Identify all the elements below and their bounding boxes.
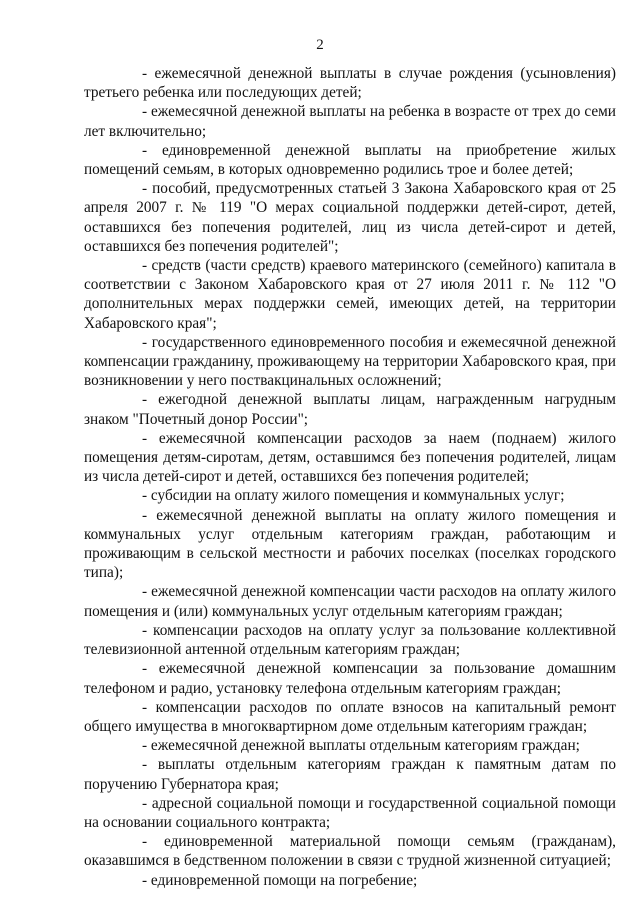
list-item: - ежемесячной денежной выплаты на оплату жилого помещения и коммунальных услуг отдельным категориям граждан, работающим и проживающим в сельской местности и рабочих поселках (поселках городского типа); [84,506,616,582]
list-item: - ежемесячной денежной выплаты на ребенка в возрасте от трех до семи лет включительно; [84,103,616,140]
list-item: - ежемесячной компенсации расходов за наем (поднаем) жилого помещения детям-сиротам, детям, оставшимся без попечения родителей, лицам из числа детей-сирот и детей, оставшихся без попечения родителей; [84,429,616,486]
list-item: - государственного единовременного пособия и ежемесячной денежной компенсации гражданину, проживающему на территории Хабаровского края, при возникновении у него поствакцинальных осложнений; [84,333,616,390]
document-body [84,64,616,890]
list-item: - адресной социальной помощи и государственной социальной помощи на основании социального контракта; [84,794,616,831]
list-item: - единовременной помощи на погребение; [142,871,418,889]
list-item: - выплаты отдельным категориям граждан к памятным датам по поручению Губернатора края; [84,756,616,793]
list-item: - ежемесячной денежной компенсации части расходов на оплату жилого помещения и (или) коммунальных услуг отдельным категориям граждан; [84,583,616,620]
page-number: 2 [316,37,324,53]
list-item: - ежемесячной денежной выплаты в случае рождения (усыновления) третьего ребенка или последующих детей; [84,65,616,102]
list-item: - ежегодной денежной выплаты лицам, награжденным нагрудным знаком "Почетный донор России"; [84,391,616,428]
list-item: - ежемесячной денежной компенсации за пользование домашним телефоном и радио, установку телефона отдельным категориям граждан; [84,660,616,697]
list-item: - средств (части средств) краевого материнского (семейного) капитала в соответствии с Законом Хабаровского края от 27 июля 2011 г. № 112 "О дополнительных мерах поддержки семей, имеющих детей, на территории Хабаровского края"; [84,257,616,332]
list-item: - компенсации расходов на оплату услуг за пользование коллективной телевизионной антенной отдельным категориям граждан; [84,621,616,659]
list-item: - компенсации расходов по оплате взносов на капитальный ремонт общего имущества в многоквартирном доме отдельным категориям граждан; [84,698,616,735]
list-item: - субсидии на оплату жилого помещения и коммунальных услуг; [142,487,565,505]
list-item: - пособий, предусмотренных статьей 3 Закона Хабаровского края от 25 апреля 2007 г. № 119 "О мерах социальной поддержки детей-сирот, детей, оставшихся без попечения родителей, лиц из числа детей-сирот и детей, оставшихся без попечения родителей"; [84,180,616,255]
list-item: - единовременной материальной помощи семьям (гражданам), оказавшимся в бедственном положении в связи с трудной жизненной ситуацией; [84,833,616,870]
list-item: - ежемесячной денежной выплаты отдельным категориям граждан; [142,737,580,755]
list-item: - единовременной денежной выплаты на приобретение жилых помещений семьям, в которых одновременно родились трое и более детей; [84,141,616,179]
